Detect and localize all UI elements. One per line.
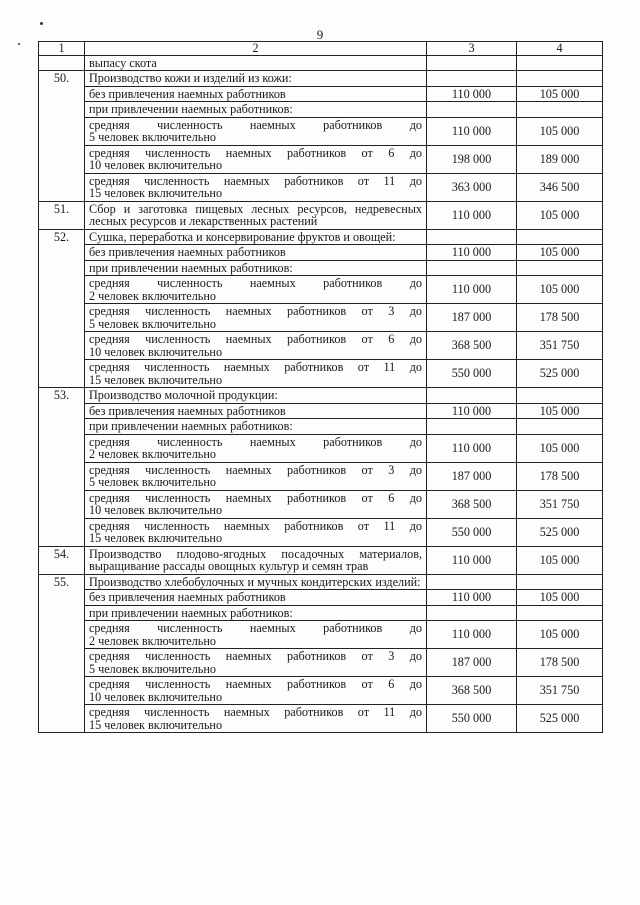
row-number: 51.	[39, 201, 85, 229]
row-description: выпасу скота	[85, 55, 427, 71]
rate-column-3: 550 000	[427, 705, 517, 733]
row-description	[85, 201, 427, 229]
row-description	[85, 621, 427, 649]
row-number	[39, 260, 85, 276]
row-description: без привлечения наемных работников	[85, 590, 427, 606]
row-description	[85, 117, 427, 145]
table-row	[39, 605, 603, 621]
row-number	[39, 403, 85, 419]
rate-column-3: 110 000	[427, 245, 517, 261]
rate-column-3: 550 000	[427, 360, 517, 388]
description-line-2: 2 человек включительно	[89, 447, 216, 461]
rate-column-4: 351 750	[517, 490, 603, 518]
table-row	[39, 490, 603, 518]
row-number	[39, 245, 85, 261]
rate-column-4	[517, 55, 603, 71]
description-line-2: выращивание рассады овощных культур и семян трав	[89, 559, 369, 573]
rate-column-3	[427, 229, 517, 245]
row-number: 54.	[39, 546, 85, 574]
rate-column-4	[517, 102, 603, 118]
rate-column-3: 187 000	[427, 462, 517, 490]
description-line-2: 10 человек включительно	[89, 158, 223, 172]
rate-column-4	[517, 605, 603, 621]
rate-column-3: 110 000	[427, 86, 517, 102]
rate-column-4	[517, 260, 603, 276]
row-number	[39, 419, 85, 435]
rate-column-3: 187 000	[427, 304, 517, 332]
rate-column-3	[427, 574, 517, 590]
table-row	[39, 419, 603, 435]
table-row	[39, 574, 603, 590]
rate-column-4: 105 000	[517, 546, 603, 574]
row-description: при привлечении наемных работников:	[85, 102, 427, 118]
rate-column-3: 110 000	[427, 276, 517, 304]
rate-column-3: 110 000	[427, 201, 517, 229]
table-row	[39, 245, 603, 261]
row-number	[39, 605, 85, 621]
rate-column-3: 550 000	[427, 518, 517, 546]
rate-column-4: 105 000	[517, 276, 603, 304]
row-number: 53.	[39, 388, 85, 404]
row-number	[39, 590, 85, 606]
description-line-2: 2 человек включительно	[89, 633, 216, 648]
row-number	[39, 173, 85, 201]
table-row	[39, 590, 603, 606]
description-line-1: средняя численность наемных работников от 6 до	[89, 332, 422, 346]
table-row	[39, 304, 603, 332]
rate-column-4: 346 500	[517, 173, 603, 201]
table-row	[39, 677, 603, 705]
rate-column-3: 363 000	[427, 173, 517, 201]
rate-column-3: 110 000	[427, 546, 517, 574]
row-number	[39, 462, 85, 490]
description-line-2: 5 человек включительно	[89, 130, 216, 144]
row-number	[39, 518, 85, 546]
row-description	[85, 276, 427, 304]
rate-column-4: 189 000	[517, 145, 603, 173]
table-row	[39, 705, 603, 733]
table-row	[39, 117, 603, 145]
rate-column-4: 105 000	[517, 621, 603, 649]
table-row	[39, 229, 603, 245]
table-row	[39, 360, 603, 388]
description-line-2: 10 человек включительно	[89, 344, 223, 359]
rate-column-3	[427, 419, 517, 435]
row-number	[39, 117, 85, 145]
row-number	[39, 145, 85, 173]
description-line-2: 5 человек включительно	[89, 661, 216, 676]
rate-column-3: 110 000	[427, 434, 517, 462]
description-line-1: средняя численность наемных работников от 6 до	[89, 490, 422, 505]
row-description	[85, 434, 427, 462]
rate-column-4: 178 500	[517, 304, 603, 332]
description-line-2: 2 человек включительно	[89, 288, 216, 303]
row-number	[39, 490, 85, 518]
row-description	[85, 360, 427, 388]
scan-speck	[40, 22, 43, 25]
row-description	[85, 677, 427, 705]
table-row	[39, 332, 603, 360]
row-number	[39, 102, 85, 118]
row-number	[39, 677, 85, 705]
row-description: при привлечении наемных работников:	[85, 260, 427, 276]
rate-column-4: 178 500	[517, 649, 603, 677]
description-line-1: средняя численность наемных работников от 3 до	[89, 462, 422, 477]
description-line-2: 15 человек включительно	[89, 186, 223, 200]
rate-column-4: 525 000	[517, 518, 603, 546]
tariff-table	[38, 41, 603, 733]
table-row	[39, 403, 603, 419]
row-description	[85, 145, 427, 173]
rate-column-3: 110 000	[427, 590, 517, 606]
rate-column-4	[517, 574, 603, 590]
row-description	[85, 304, 427, 332]
row-number	[39, 86, 85, 102]
rate-column-4: 105 000	[517, 403, 603, 419]
description-line-1: средняя численность наемных работников от 11 до	[89, 705, 422, 719]
table-row	[39, 276, 603, 304]
description-line-1: средняя численность наемных работников до	[89, 621, 422, 635]
description-line-1: средняя численность наемных работников от 3 до	[89, 649, 422, 663]
row-number: 52.	[39, 229, 85, 245]
row-number	[39, 304, 85, 332]
row-number	[39, 434, 85, 462]
rate-column-3: 187 000	[427, 649, 517, 677]
table-row	[39, 260, 603, 276]
rate-column-3: 368 500	[427, 677, 517, 705]
description-line-1: Производство плодово-ягодных посадочных материалов,	[89, 546, 422, 561]
description-line-1: средняя численность наемных работников от 6 до	[89, 677, 422, 691]
description-line-1: средняя численность наемных работников от 6 до	[89, 145, 422, 160]
description-line-1: средняя численность наемных работников от 11 до	[89, 360, 422, 374]
description-line-2: 5 человек включительно	[89, 475, 216, 489]
table-header-row	[39, 42, 603, 56]
description-line-1: средняя численность наемных работников от 11 до	[89, 518, 422, 533]
row-description	[85, 332, 427, 360]
rate-column-4: 105 000	[517, 590, 603, 606]
row-number	[39, 276, 85, 304]
rate-column-4: 105 000	[517, 86, 603, 102]
row-description: Производство кожи и изделий из кожи:	[85, 71, 427, 87]
table-row	[39, 86, 603, 102]
rate-column-3: 368 500	[427, 332, 517, 360]
description-line-1: средняя численность наемных работников от 3 до	[89, 304, 422, 318]
column-header: 4	[517, 42, 603, 56]
description-line-2: 15 человек включительно	[89, 372, 223, 387]
row-description	[85, 518, 427, 546]
row-number	[39, 332, 85, 360]
description-line-2: 15 человек включительно	[89, 717, 223, 732]
rate-column-3	[427, 260, 517, 276]
rate-column-4: 351 750	[517, 677, 603, 705]
table-row	[39, 649, 603, 677]
column-header: 1	[39, 42, 85, 56]
column-header: 3	[427, 42, 517, 56]
row-number: 50.	[39, 71, 85, 87]
description-line-2: 5 человек включительно	[89, 316, 216, 331]
rate-column-3: 110 000	[427, 403, 517, 419]
rate-column-3: 368 500	[427, 490, 517, 518]
row-number	[39, 649, 85, 677]
description-line-2: лесных ресурсов и лекарственных растений	[89, 214, 318, 228]
table-row	[39, 462, 603, 490]
table-row	[39, 71, 603, 87]
description-line-1: средняя численность наемных работников до	[89, 276, 422, 290]
rate-column-4	[517, 229, 603, 245]
rate-column-3: 110 000	[427, 117, 517, 145]
rate-column-4	[517, 71, 603, 87]
rate-column-3	[427, 71, 517, 87]
row-number: 55.	[39, 574, 85, 590]
row-description	[85, 705, 427, 733]
row-number	[39, 705, 85, 733]
table-row	[39, 388, 603, 404]
rate-column-3	[427, 388, 517, 404]
table-row	[39, 434, 603, 462]
row-description	[85, 649, 427, 677]
row-number	[39, 360, 85, 388]
row-description: Производство хлебобулочных и мучных кондитерских изделий:	[85, 574, 427, 590]
row-description: Сушка, переработка и консервирование фруктов и овощей:	[85, 229, 427, 245]
rate-column-4: 105 000	[517, 434, 603, 462]
row-description: без привлечения наемных работников	[85, 245, 427, 261]
description-line-2: 10 человек включительно	[89, 503, 223, 517]
row-description: без привлечения наемных работников	[85, 403, 427, 419]
row-description	[85, 173, 427, 201]
table-row	[39, 173, 603, 201]
rate-column-3	[427, 102, 517, 118]
rate-column-4: 525 000	[517, 360, 603, 388]
row-description: Производство молочной продукции:	[85, 388, 427, 404]
row-description	[85, 546, 427, 574]
row-number	[39, 621, 85, 649]
table-row	[39, 621, 603, 649]
table-row	[39, 55, 603, 71]
rate-column-4	[517, 388, 603, 404]
rate-column-3	[427, 55, 517, 71]
description-line-1: Сбор и заготовка пищевых лесных ресурсов, недревесных	[89, 201, 422, 216]
column-header: 2	[85, 42, 427, 56]
rate-column-3	[427, 605, 517, 621]
row-number	[39, 55, 85, 71]
table-row	[39, 518, 603, 546]
rate-column-4: 178 500	[517, 462, 603, 490]
rate-column-3: 110 000	[427, 621, 517, 649]
rate-column-4: 351 750	[517, 332, 603, 360]
description-line-1: средняя численность наемных работников до	[89, 117, 422, 132]
row-description: без привлечения наемных работников	[85, 86, 427, 102]
row-description	[85, 462, 427, 490]
row-description	[85, 490, 427, 518]
description-line-1: средняя численность наемных работников до	[89, 434, 422, 449]
scan-speck	[18, 43, 20, 45]
table-row	[39, 145, 603, 173]
description-line-2: 15 человек включительно	[89, 531, 223, 545]
table-row	[39, 102, 603, 118]
description-line-1: средняя численность наемных работников от 11 до	[89, 173, 422, 188]
rate-column-4: 525 000	[517, 705, 603, 733]
table-row	[39, 201, 603, 229]
description-line-2: 10 человек включительно	[89, 689, 223, 704]
rate-column-4: 105 000	[517, 245, 603, 261]
rate-column-3: 198 000	[427, 145, 517, 173]
rate-column-4: 105 000	[517, 117, 603, 145]
rate-column-4	[517, 419, 603, 435]
table-row	[39, 546, 603, 574]
page-number: 9	[316, 27, 324, 42]
rate-column-4: 105 000	[517, 201, 603, 229]
row-description: при привлечении наемных работников:	[85, 419, 427, 435]
row-description: при привлечении наемных работников:	[85, 605, 427, 621]
